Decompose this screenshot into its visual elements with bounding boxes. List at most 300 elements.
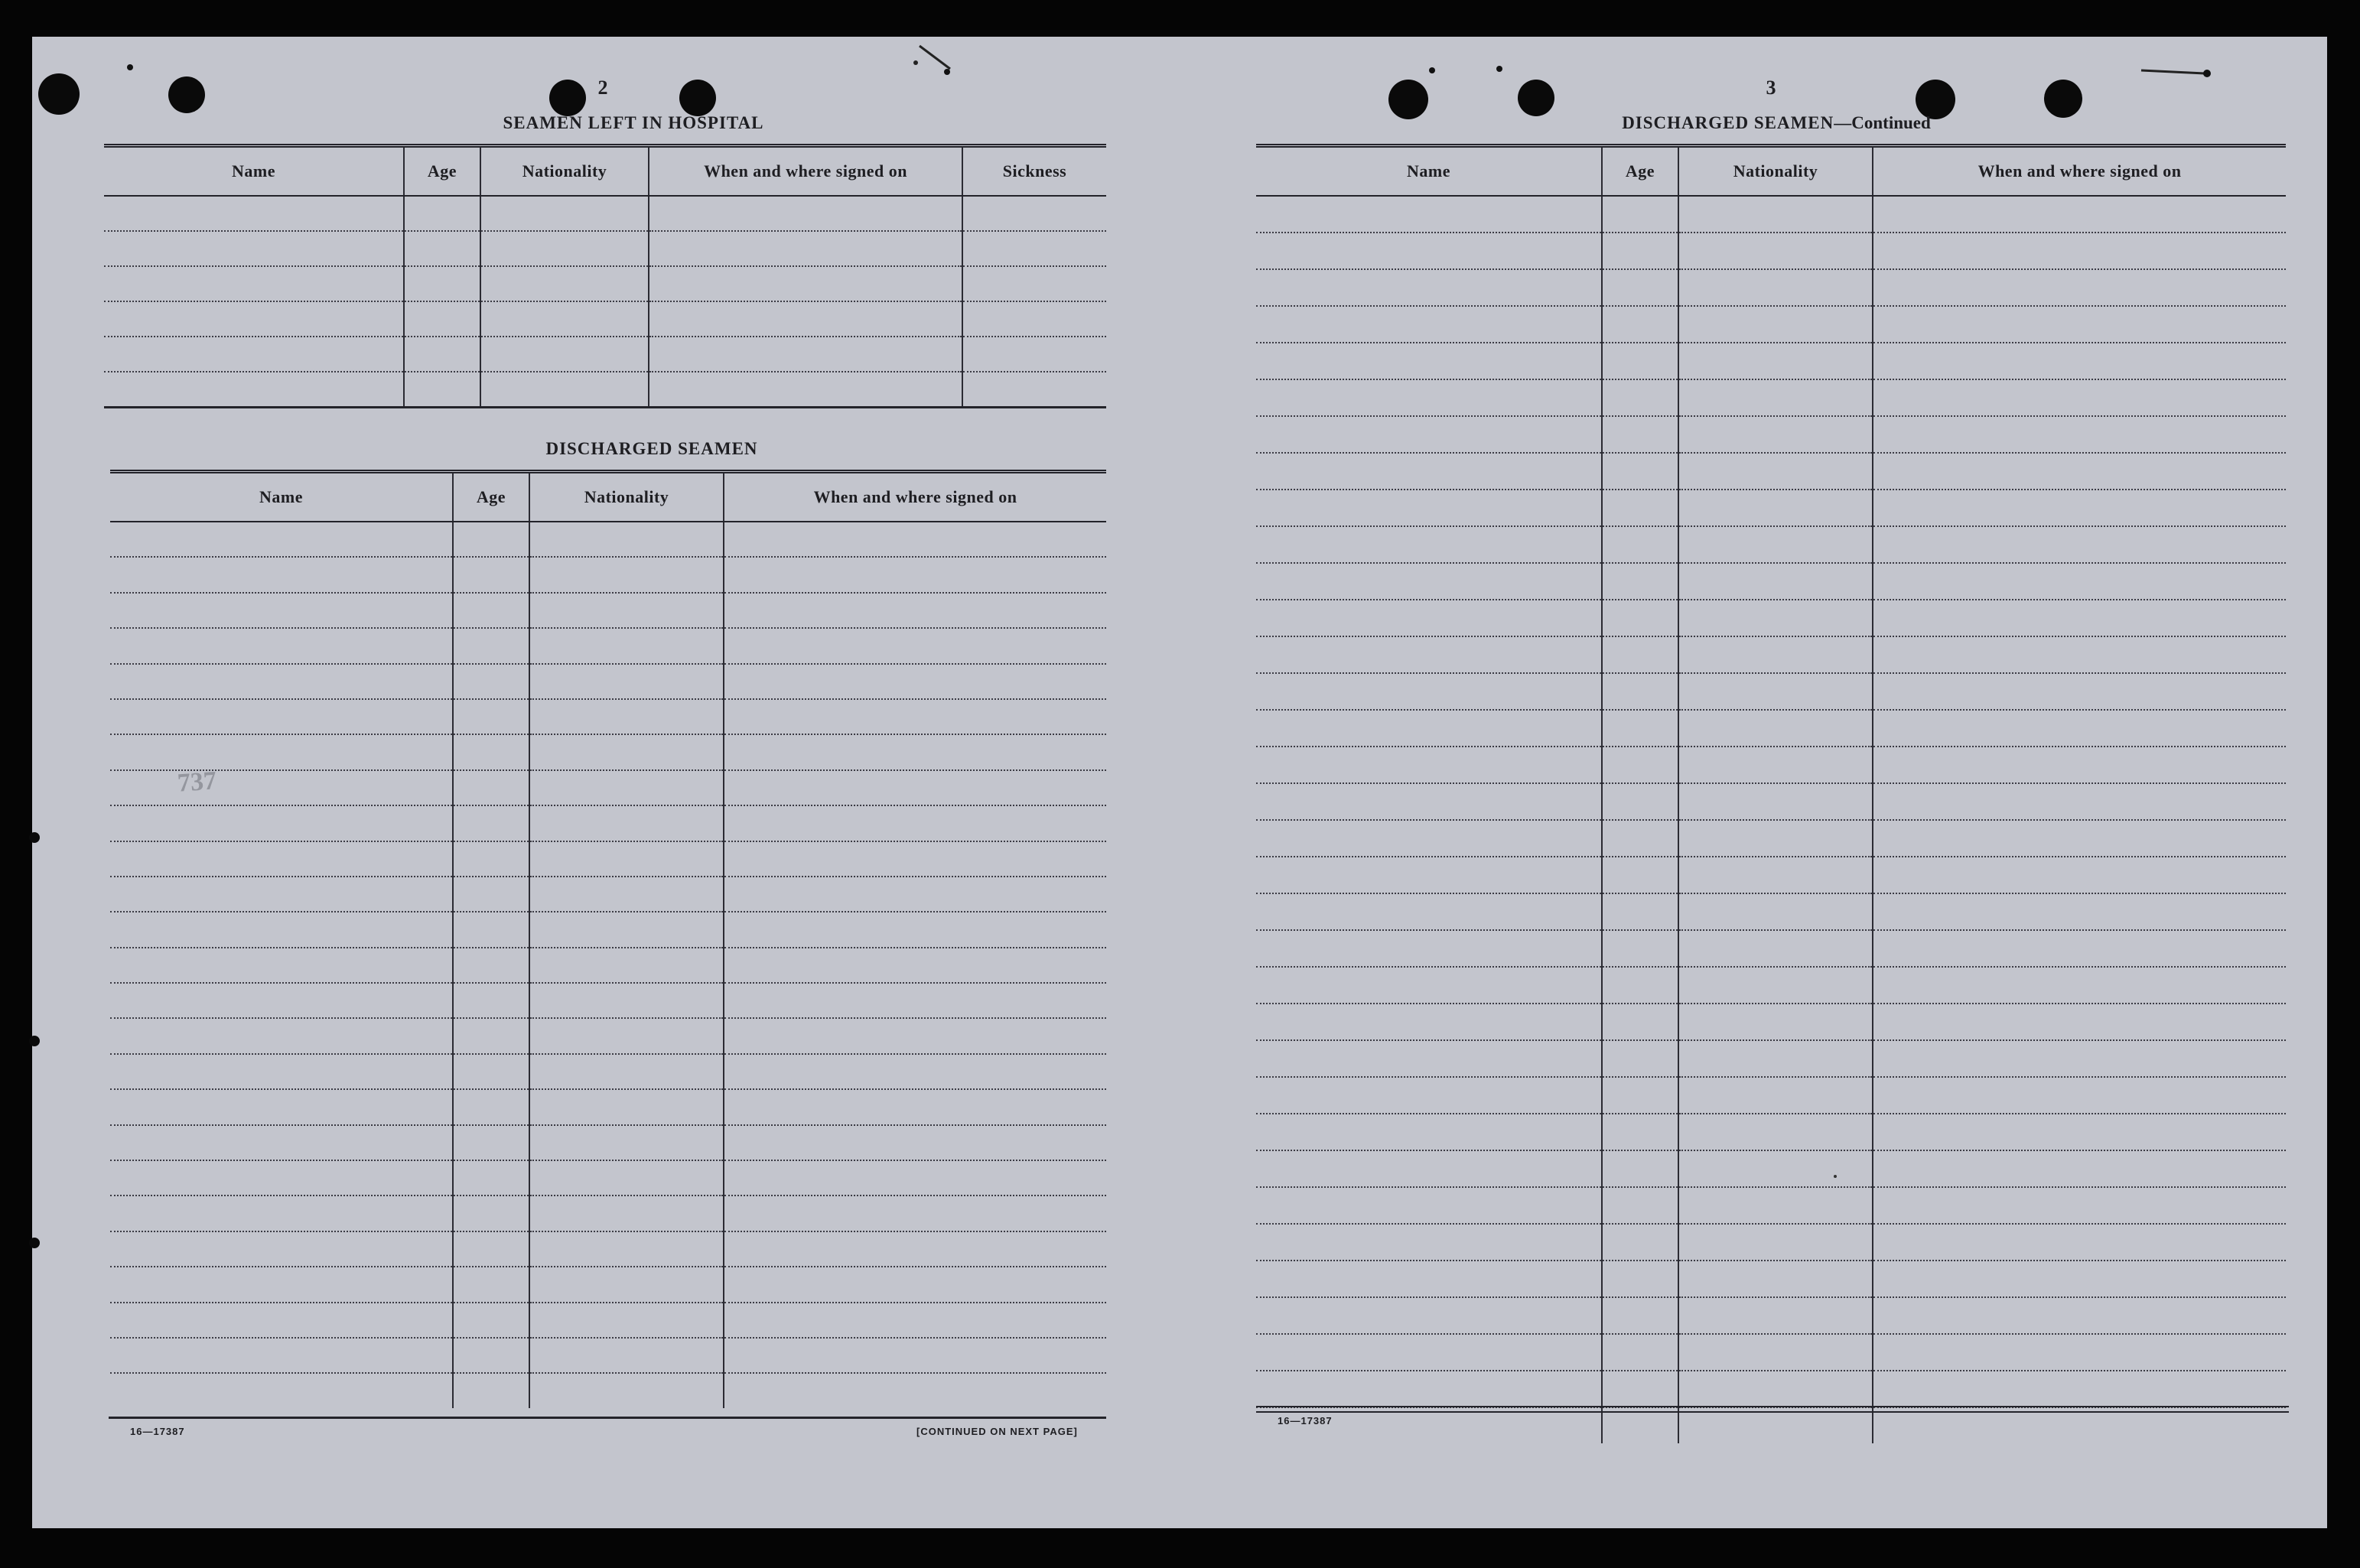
table-cell — [724, 593, 1106, 628]
section-title-text: DISCHARGED SEAMEN — [1622, 113, 1834, 132]
table-cell — [529, 1125, 724, 1160]
section-title-hospital: SEAMEN LEFT IN HOSPITAL — [503, 113, 764, 132]
table-cell — [1256, 269, 1602, 306]
table-cell — [110, 593, 453, 628]
table-cell — [110, 628, 453, 663]
column-header-age: Age — [1602, 146, 1678, 197]
table-cell — [1602, 893, 1678, 930]
table-cell — [453, 1054, 529, 1089]
table-cell — [1256, 820, 1602, 857]
table-cell — [1873, 343, 2286, 379]
table-cell — [110, 770, 453, 805]
table-cell — [724, 1125, 1106, 1160]
table-cell — [1873, 1040, 2286, 1077]
table-cell — [1873, 967, 2286, 1004]
table-row — [110, 1196, 1106, 1231]
discharged-table — [110, 470, 1106, 1408]
table-cell — [104, 231, 404, 266]
table-cell — [1602, 343, 1678, 379]
table-row — [1256, 306, 2286, 343]
table-header-row — [1256, 146, 2286, 197]
table-row — [1256, 269, 2286, 306]
table-row — [110, 1267, 1106, 1302]
table-cell — [649, 266, 962, 301]
table-row — [110, 1231, 1106, 1267]
table-cell — [1873, 857, 2286, 893]
table-cell — [1873, 1297, 2286, 1334]
table-cell — [1256, 1261, 1602, 1297]
table-cell — [1602, 967, 1678, 1004]
table-cell — [1602, 747, 1678, 783]
table-cell — [1873, 1150, 2286, 1187]
table-cell — [110, 522, 453, 557]
table-cell — [453, 1338, 529, 1373]
table-cell — [110, 841, 453, 877]
table-cell — [962, 372, 1106, 408]
table-cell — [1873, 820, 2286, 857]
table-cell — [1256, 453, 1602, 490]
table-cell — [110, 877, 453, 912]
table-row — [1256, 1224, 2286, 1261]
table-cell — [1873, 1261, 2286, 1297]
table-row — [110, 1303, 1106, 1338]
table-cell — [1873, 269, 2286, 306]
table-cell — [110, 1338, 453, 1373]
table-cell — [1873, 1224, 2286, 1261]
table-cell — [1602, 783, 1678, 820]
table-cell — [453, 664, 529, 699]
table-cell — [110, 1373, 453, 1407]
table-cell — [453, 983, 529, 1018]
table-row — [1256, 710, 2286, 747]
table-row — [1256, 747, 2286, 783]
hospital-table — [104, 144, 1106, 408]
table-cell — [1602, 600, 1678, 636]
table-cell — [529, 734, 724, 769]
table-cell — [529, 1231, 724, 1267]
table-cell — [1678, 893, 1873, 930]
table-cell — [724, 805, 1106, 841]
table-cell — [1873, 526, 2286, 563]
table-cell — [1678, 416, 1873, 453]
table-cell — [480, 196, 649, 231]
table-cell — [104, 337, 404, 372]
table-cell — [724, 1303, 1106, 1338]
table-cell — [962, 266, 1106, 301]
table-cell — [529, 1018, 724, 1053]
table-cell — [529, 1338, 724, 1373]
table-cell — [724, 948, 1106, 983]
table-cell — [404, 196, 480, 231]
table-cell — [1873, 783, 2286, 820]
table-row — [1256, 1040, 2286, 1077]
table-row — [110, 1125, 1106, 1160]
table-cell — [110, 912, 453, 947]
table-row — [110, 948, 1106, 983]
table-cell — [110, 948, 453, 983]
table-cell — [1873, 1187, 2286, 1224]
table-row — [1256, 416, 2286, 453]
table-row — [110, 1373, 1106, 1407]
table-cell — [1256, 526, 1602, 563]
table-cell — [1256, 1334, 1602, 1371]
table-row — [1256, 967, 2286, 1004]
table-cell — [724, 734, 1106, 769]
table-cell — [480, 337, 649, 372]
column-header-signed-on: When and where signed on — [724, 472, 1106, 522]
table-cell — [1678, 1040, 1873, 1077]
form-number-left: 16—17387 — [130, 1426, 185, 1437]
table-cell — [104, 196, 404, 231]
table-row — [1256, 636, 2286, 673]
table-cell — [649, 301, 962, 337]
table-cell — [1602, 1224, 1678, 1261]
table-cell — [453, 877, 529, 912]
table-row — [110, 1089, 1106, 1124]
table-cell — [529, 1054, 724, 1089]
table-cell — [1873, 636, 2286, 673]
table-cell — [724, 770, 1106, 805]
table-cell — [649, 372, 962, 408]
table-cell — [529, 1303, 724, 1338]
table-cell — [1256, 379, 1602, 416]
table-cell — [724, 1089, 1106, 1124]
form-number-right: 16—17387 — [1278, 1415, 1333, 1426]
table-cell — [110, 1303, 453, 1338]
table-cell — [1678, 783, 1873, 820]
table-header-row — [110, 472, 1106, 522]
table-cell — [1678, 1371, 1873, 1407]
table-cell — [1256, 563, 1602, 600]
bottom-rule-left — [109, 1417, 1106, 1419]
table-cell — [1873, 196, 2286, 233]
table-cell — [1602, 636, 1678, 673]
column-header-name: Name — [1256, 146, 1602, 197]
table-cell — [1873, 379, 2286, 416]
table-cell — [1678, 1297, 1873, 1334]
table-cell — [529, 948, 724, 983]
table-row — [110, 522, 1106, 557]
table-cell — [110, 1089, 453, 1124]
table-cell — [1678, 1261, 1873, 1297]
table-cell — [1873, 306, 2286, 343]
table-cell — [529, 912, 724, 947]
table-cell — [1256, 306, 1602, 343]
table-cell — [1256, 490, 1602, 526]
table-cell — [1256, 1004, 1602, 1040]
table-cell — [110, 805, 453, 841]
table-cell — [1602, 1187, 1678, 1224]
table-row — [1256, 1407, 2286, 1443]
table-row — [110, 593, 1106, 628]
table-row — [1256, 233, 2286, 269]
table-row — [104, 196, 1106, 231]
table-cell — [1678, 343, 1873, 379]
table-row — [1256, 1077, 2286, 1114]
table-cell — [1873, 1371, 2286, 1407]
table-row — [110, 557, 1106, 592]
table-cell — [529, 699, 724, 734]
table-cell — [529, 877, 724, 912]
table-cell — [453, 770, 529, 805]
table-cell — [529, 628, 724, 663]
table-cell — [724, 877, 1106, 912]
table-row — [104, 266, 1106, 301]
table-cell — [529, 770, 724, 805]
table-cell — [1602, 233, 1678, 269]
table-cell — [1602, 710, 1678, 747]
table-cell — [1678, 196, 1873, 233]
table-cell — [649, 231, 962, 266]
table-cell — [724, 664, 1106, 699]
table-cell — [453, 699, 529, 734]
table-cell — [104, 372, 404, 408]
table-cell — [724, 1018, 1106, 1053]
table-cell — [110, 1018, 453, 1053]
table-cell — [110, 664, 453, 699]
table-row — [1256, 453, 2286, 490]
table-cell — [529, 557, 724, 592]
table-cell — [529, 664, 724, 699]
table-cell — [453, 557, 529, 592]
table-cell — [1873, 893, 2286, 930]
table-cell — [1678, 820, 1873, 857]
table-cell — [453, 912, 529, 947]
table-row — [110, 664, 1106, 699]
table-cell — [1678, 710, 1873, 747]
bottom-rule-right — [1256, 1406, 2289, 1413]
document-sheet — [32, 37, 2327, 1528]
table-cell — [1873, 747, 2286, 783]
table-row — [1256, 1187, 2286, 1224]
table-cell — [1678, 930, 1873, 967]
table-cell — [1678, 1004, 1873, 1040]
table-row — [110, 628, 1106, 663]
section-title-continued: —Continued — [1834, 113, 1931, 132]
table-cell — [480, 372, 649, 408]
table-cell — [724, 557, 1106, 592]
table-cell — [480, 266, 649, 301]
discharged-continued-table — [1256, 144, 2286, 1443]
table-cell — [1678, 967, 1873, 1004]
table-cell — [1602, 1040, 1678, 1077]
table-cell — [404, 337, 480, 372]
table-cell — [1602, 1334, 1678, 1371]
table-cell — [453, 1160, 529, 1196]
table-cell — [1873, 930, 2286, 967]
table-cell — [104, 266, 404, 301]
table-cell — [1678, 747, 1873, 783]
table-cell — [1873, 710, 2286, 747]
table-cell — [104, 301, 404, 337]
table-cell — [1602, 1150, 1678, 1187]
table-row — [104, 372, 1106, 408]
table-cell — [1602, 930, 1678, 967]
column-header-signed-on: When and where signed on — [1873, 146, 2286, 197]
table-cell — [1602, 1371, 1678, 1407]
table-row — [110, 770, 1106, 805]
table-cell — [724, 699, 1106, 734]
table-cell — [529, 1160, 724, 1196]
table-cell — [1873, 1114, 2286, 1150]
table-cell — [404, 301, 480, 337]
table-row — [1256, 673, 2286, 710]
table-cell — [1873, 416, 2286, 453]
table-cell — [1678, 379, 1873, 416]
table-row — [1256, 1004, 2286, 1040]
table-cell — [480, 301, 649, 337]
table-cell — [1678, 269, 1873, 306]
table-row — [1256, 1297, 2286, 1334]
table-cell — [1256, 1187, 1602, 1224]
table-cell — [962, 196, 1106, 231]
table-cell — [724, 1338, 1106, 1373]
table-cell — [724, 1054, 1106, 1089]
table-cell — [1256, 1150, 1602, 1187]
table-row — [1256, 1371, 2286, 1407]
page-number-left: 2 — [597, 76, 608, 99]
table-row — [110, 1054, 1106, 1089]
table-cell — [529, 841, 724, 877]
faint-stamp-mark: 737 — [176, 766, 218, 798]
table-cell — [724, 1373, 1106, 1407]
table-cell — [1678, 1224, 1873, 1261]
table-row — [110, 841, 1106, 877]
table-row — [110, 734, 1106, 769]
table-row — [110, 912, 1106, 947]
table-cell — [453, 841, 529, 877]
table-row — [104, 337, 1106, 372]
table-cell — [110, 1196, 453, 1231]
table-row — [1256, 857, 2286, 893]
table-cell — [1256, 893, 1602, 930]
table-row — [104, 301, 1106, 337]
table-row — [110, 1338, 1106, 1373]
table-row — [110, 699, 1106, 734]
table-cell — [1873, 233, 2286, 269]
table-cell — [1256, 1371, 1602, 1407]
table-cell — [1678, 233, 1873, 269]
table-cell — [962, 231, 1106, 266]
table-row — [1256, 1150, 2286, 1187]
table-cell — [1256, 1224, 1602, 1261]
table-cell — [1602, 1261, 1678, 1297]
table-cell — [1256, 600, 1602, 636]
table-cell — [1256, 783, 1602, 820]
table-cell — [1678, 673, 1873, 710]
table-cell — [529, 1089, 724, 1124]
table-cell — [1602, 1297, 1678, 1334]
table-cell — [404, 266, 480, 301]
table-cell — [1602, 453, 1678, 490]
table-cell — [1678, 526, 1873, 563]
table-cell — [1256, 1040, 1602, 1077]
table-cell — [404, 372, 480, 408]
table-cell — [724, 1196, 1106, 1231]
table-row — [1256, 196, 2286, 233]
table-cell — [1678, 1114, 1873, 1150]
table-cell — [1256, 1077, 1602, 1114]
table-cell — [724, 1267, 1106, 1302]
table-cell — [453, 1125, 529, 1160]
table-row — [110, 983, 1106, 1018]
table-cell — [453, 1267, 529, 1302]
table-cell — [1678, 1334, 1873, 1371]
table-cell — [649, 337, 962, 372]
table-cell — [110, 557, 453, 592]
table-cell — [110, 1267, 453, 1302]
table-cell — [453, 1196, 529, 1231]
table-cell — [1678, 1187, 1873, 1224]
table-row — [1256, 930, 2286, 967]
table-row — [110, 1160, 1106, 1196]
table-cell — [1256, 710, 1602, 747]
table-row — [110, 877, 1106, 912]
table-cell — [404, 231, 480, 266]
table-cell — [1256, 196, 1602, 233]
table-cell — [1602, 306, 1678, 343]
table-cell — [1873, 1004, 2286, 1040]
column-header-nationality: Nationality — [529, 472, 724, 522]
column-header-age: Age — [404, 146, 480, 197]
table-cell — [1873, 1334, 2286, 1371]
table-cell — [1678, 1150, 1873, 1187]
column-header-name: Name — [110, 472, 453, 522]
table-cell — [724, 628, 1106, 663]
table-cell — [110, 983, 453, 1018]
table-cell — [1602, 1114, 1678, 1150]
table-cell — [1873, 453, 2286, 490]
table-cell — [529, 805, 724, 841]
table-header-row — [104, 146, 1106, 197]
table-row — [104, 231, 1106, 266]
table-cell — [1256, 636, 1602, 673]
table-row — [110, 805, 1106, 841]
table-cell — [1602, 490, 1678, 526]
table-cell — [1873, 600, 2286, 636]
table-cell — [1678, 563, 1873, 600]
table-cell — [1873, 490, 2286, 526]
table-cell — [453, 805, 529, 841]
table-cell — [724, 912, 1106, 947]
table-cell — [1678, 453, 1873, 490]
column-header-age: Age — [453, 472, 529, 522]
table-cell — [1678, 490, 1873, 526]
table-cell — [1256, 857, 1602, 893]
table-cell — [453, 734, 529, 769]
table-cell — [1256, 673, 1602, 710]
table-cell — [724, 841, 1106, 877]
column-header-signed-on: When and where signed on — [649, 146, 962, 197]
table-cell — [453, 1018, 529, 1053]
table-cell — [649, 196, 962, 231]
table-cell — [1256, 967, 1602, 1004]
table-cell — [1873, 563, 2286, 600]
table-cell — [110, 1231, 453, 1267]
table-cell — [110, 699, 453, 734]
table-cell — [529, 1196, 724, 1231]
table-cell — [1602, 379, 1678, 416]
table-row — [1256, 563, 2286, 600]
table-cell — [1678, 636, 1873, 673]
table-cell — [529, 522, 724, 557]
table-cell — [1678, 306, 1873, 343]
column-header-name: Name — [104, 146, 404, 197]
table-cell — [110, 1054, 453, 1089]
table-cell — [962, 337, 1106, 372]
table-cell — [1873, 1077, 2286, 1114]
continued-on-next-page-note: [CONTINUED ON NEXT PAGE] — [916, 1426, 1078, 1437]
